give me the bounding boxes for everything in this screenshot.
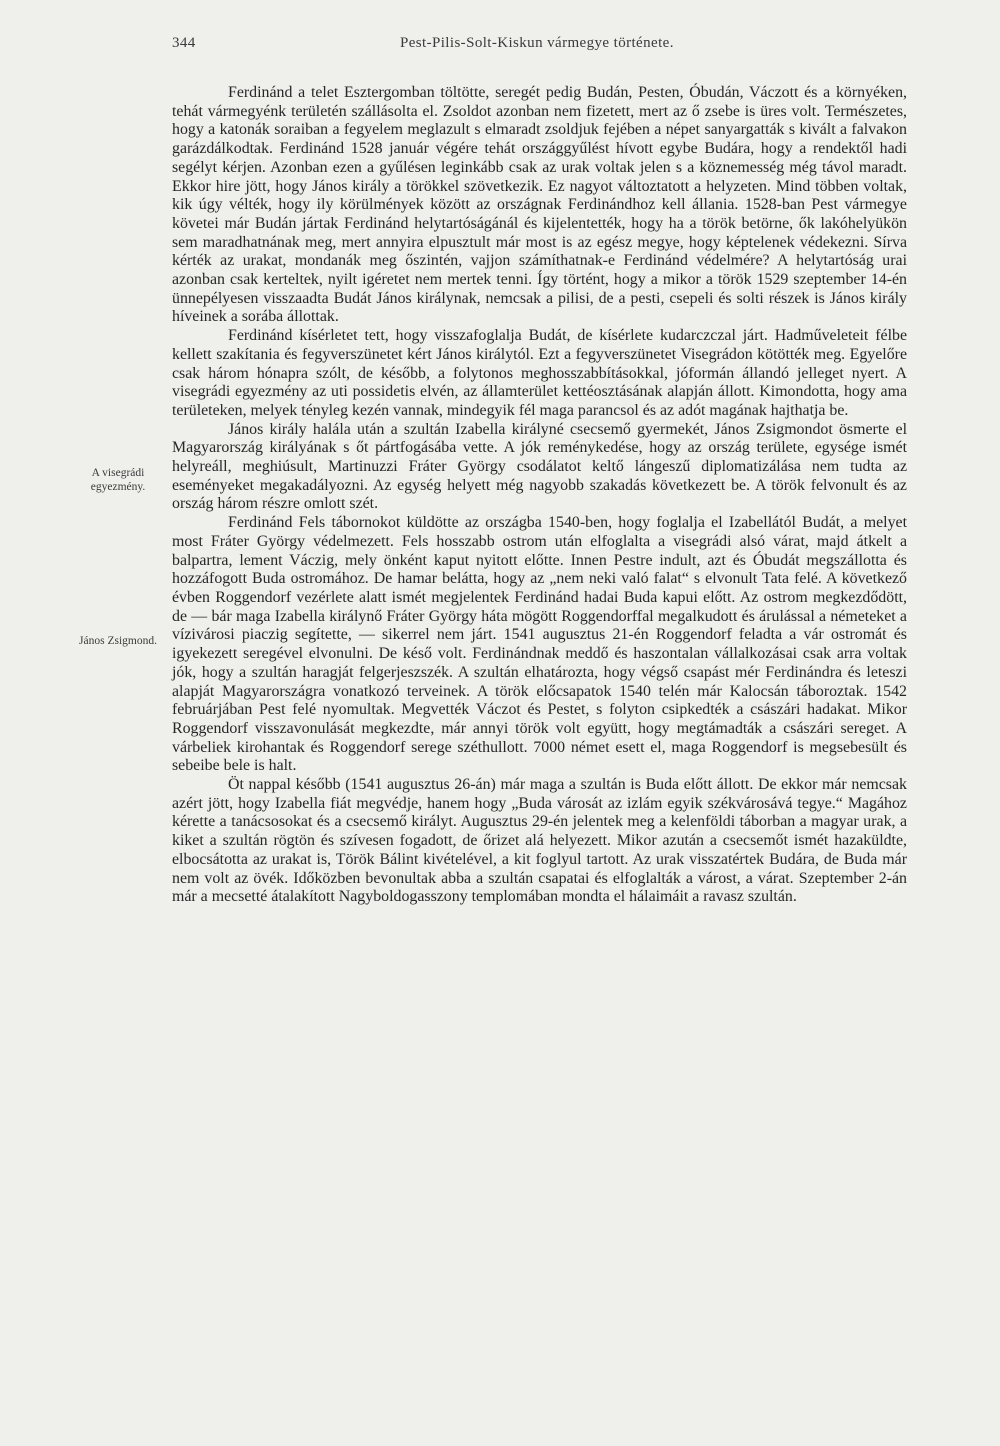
body-text: [172, 84, 907, 907]
paragraph: Ferdinánd Fels tábornokot küldötte az országba 1540-ben, hogy foglalja el Izabellától Budát, a melyet most Fráter György védelmezett. Fels hosszabb ostrom után elfoglalta a visegrádi alsó várat, majd átkelt a balpartra, lement Váczig, mely önként kaput nyitott előtte. Innen Pestre indult, azt és Óbudát megszállotta és hozzáfogott Buda ostromához. De hamar belátta, hogy az „nem neki való falat“ s elvonult Tata felé. A következő évben Roggendorf vezérlete alatt ismét megjelentek Ferdinánd hadai Buda kapui előtt. Az ostrom megkezdődött, de — bár maga Izabella királynő Fráter György háta mögött Roggendorffal megalkudott és árulással a németeket a vízivárosi piaczig segítette, — sikerrel nem járt. 1541 augusztus 21-én Roggendorf feladta a vár ostromát és igyekezett seregével elvonulni. De késő volt. Ferdinándnak meddő és haszontalan vállalkozásai csak arra voltak jók, hogy a szultán haragját felgerjeszszék. A szultán elhatározta, hogy végső csapást mér Ferdinándra és leteszi alapját Magyarországra vonatkozó terveinek. A török előcsapatok 1540 telén már Kalocsán táboroztak. 1542 februárjában Pest felé nyomultak. Megvették Váczot és Pestet, s folyton csipkedték a császári hadakat. Mikor Roggendorf visszavonulását megkezdte, már annyi török volt együtt, hogy megtámadták a császári sereget. A várbeliek kirohantak és Roggendorf serege széthullott. 7000 német esett el, maga Roggendorf is megsebesült és sebeibe bele is halt.: [172, 514, 907, 775]
paragraph: Ferdinánd a telet Esztergomban töltötte, seregét pedig Budán, Pesten, Óbudán, Váczott és a környéken, tehát vármegyénk területén szállásolta el. Zsoldot azonban nem fizetett, mert az ő zsebe is üres volt. Természetes, hogy a katonák soraiban a fegyelem meglazult s elmaradt zsoldjuk fejében a népet sanyargatták s kivált a falvakon garázdálkodtak. Ferdinánd 1528 január végére tehát országgyűlést hívott egybe Budára, hogy a rendektől hadi segélyt kérjen. Azonban ezen a gyűlésen leginkább csak az urak voltak jelen s a köznemesség még távol maradt. Ekkor hire jött, hogy János király a törökkel szövetkezik. Ez nagyot változtatott a helyzeten. Mind többen voltak, kik úgy vélték, hogy ily körülmények között az országnak Ferdinándhoz kell állania. 1528-ban Pest vármegye követei már Budán jártak Ferdinánd helytartóságánál és kijelentették, hogy ha a török betörne, ők lakóhelyükön sem maradhatnának meg, mert annyira elpusztult már most is az egész megye, hogy képtelenek védekezni. Sírva kérték az urakat, mondanák meg őszintén, vajjon számíthatnak-e Ferdinánd védelmére? A helytartóság urai azonban csak kerteltek, nyilt igéretet nem mertek tenni. Így történt, hogy a mikor a török 1529 szeptember 14-én ünnepélyesen visszaadta Budát János királynak, nemcsak a pilisi, de a pesti, csepeli és solti részek is János király híveinek a sorába állottak.: [172, 84, 907, 326]
running-head: Pest-Pilis-Solt-Kiskun vármegye története.: [400, 35, 674, 51]
paragraph: Ferdinánd kísérletet tett, hogy visszafoglalja Budát, de kísérlete kudarczczal járt. Hadműveleteit félbe kellett szakítania és fegyverszünetet kért János királytól. Ezt a fegyverszünetet Visegrádon kötötték meg. Egyelőre csak három hónapra szólt, de később, a folytonos meghosszabbításokkal, jóformán állandó jelleget nyert. A visegrádi egyezmény az uti possidetis elvén, az államterület kettéosztásának alapján állott. Kimondotta, hogy ama területeken, melyek tényleg kezén vannak, mindegyik fél maga parancsol és az adót magának hajthatja be.: [172, 327, 907, 419]
paragraph: János király halála után a szultán Izabella királyné csecsemő gyermekét, János Zsigmondot ösmerte el Magyarország királyának s őt pártfogásába vette. A jók reménykedése, hogy az ország területe, egysége ismét helyreáll, meghiúsult, Martinuzzi Fráter György csodálatot keltő lángeszű diplomatizálása nem tudta az eseményeket megakadályozni. Az egység helyett még nagyobb szakadás következett be. A török felvonult és az ország három részre omlott szét.: [172, 420, 907, 513]
margin-note-janos-zsigmond: János Zsigmond.: [79, 635, 157, 647]
page-header: [172, 35, 907, 59]
margin-note-visegrad: A visegrádi egyezmény.: [90, 467, 146, 493]
paragraph: Öt nappal később (1541 augusztus 26-án) már maga a szultán is Buda előtt állott. De ekkor már nemcsak azért jött, hogy Izabella fiát megvédje, hanem hogy „Buda városát az izlám egyik székvárosává tegye.“ Magához kérette a tanácsosokat és a csecsemő királyt. Augusztus 29-én jelentek meg a kelenföldi táborban a magyar urak, a kiket a szultán rögtön és szívesen fogadott, de őrizet alá helyezett. Mikor azután a csecsemőt ismét hazaküldte, elbocsátotta az urakat is, Török Bálint kivételével, a kit foglyul tartott. Az urak visszatértek Budára, de Buda már nem volt az övék. Időközben bevonultak abba a szultán csapatai és elfoglalták a várost, a várat. Szeptember 2-án már a mecsetté átalakított Nagyboldogasszony templomában mondta el hálaimáit a ravasz szultán.: [172, 776, 907, 906]
page-number: 344: [172, 35, 196, 51]
